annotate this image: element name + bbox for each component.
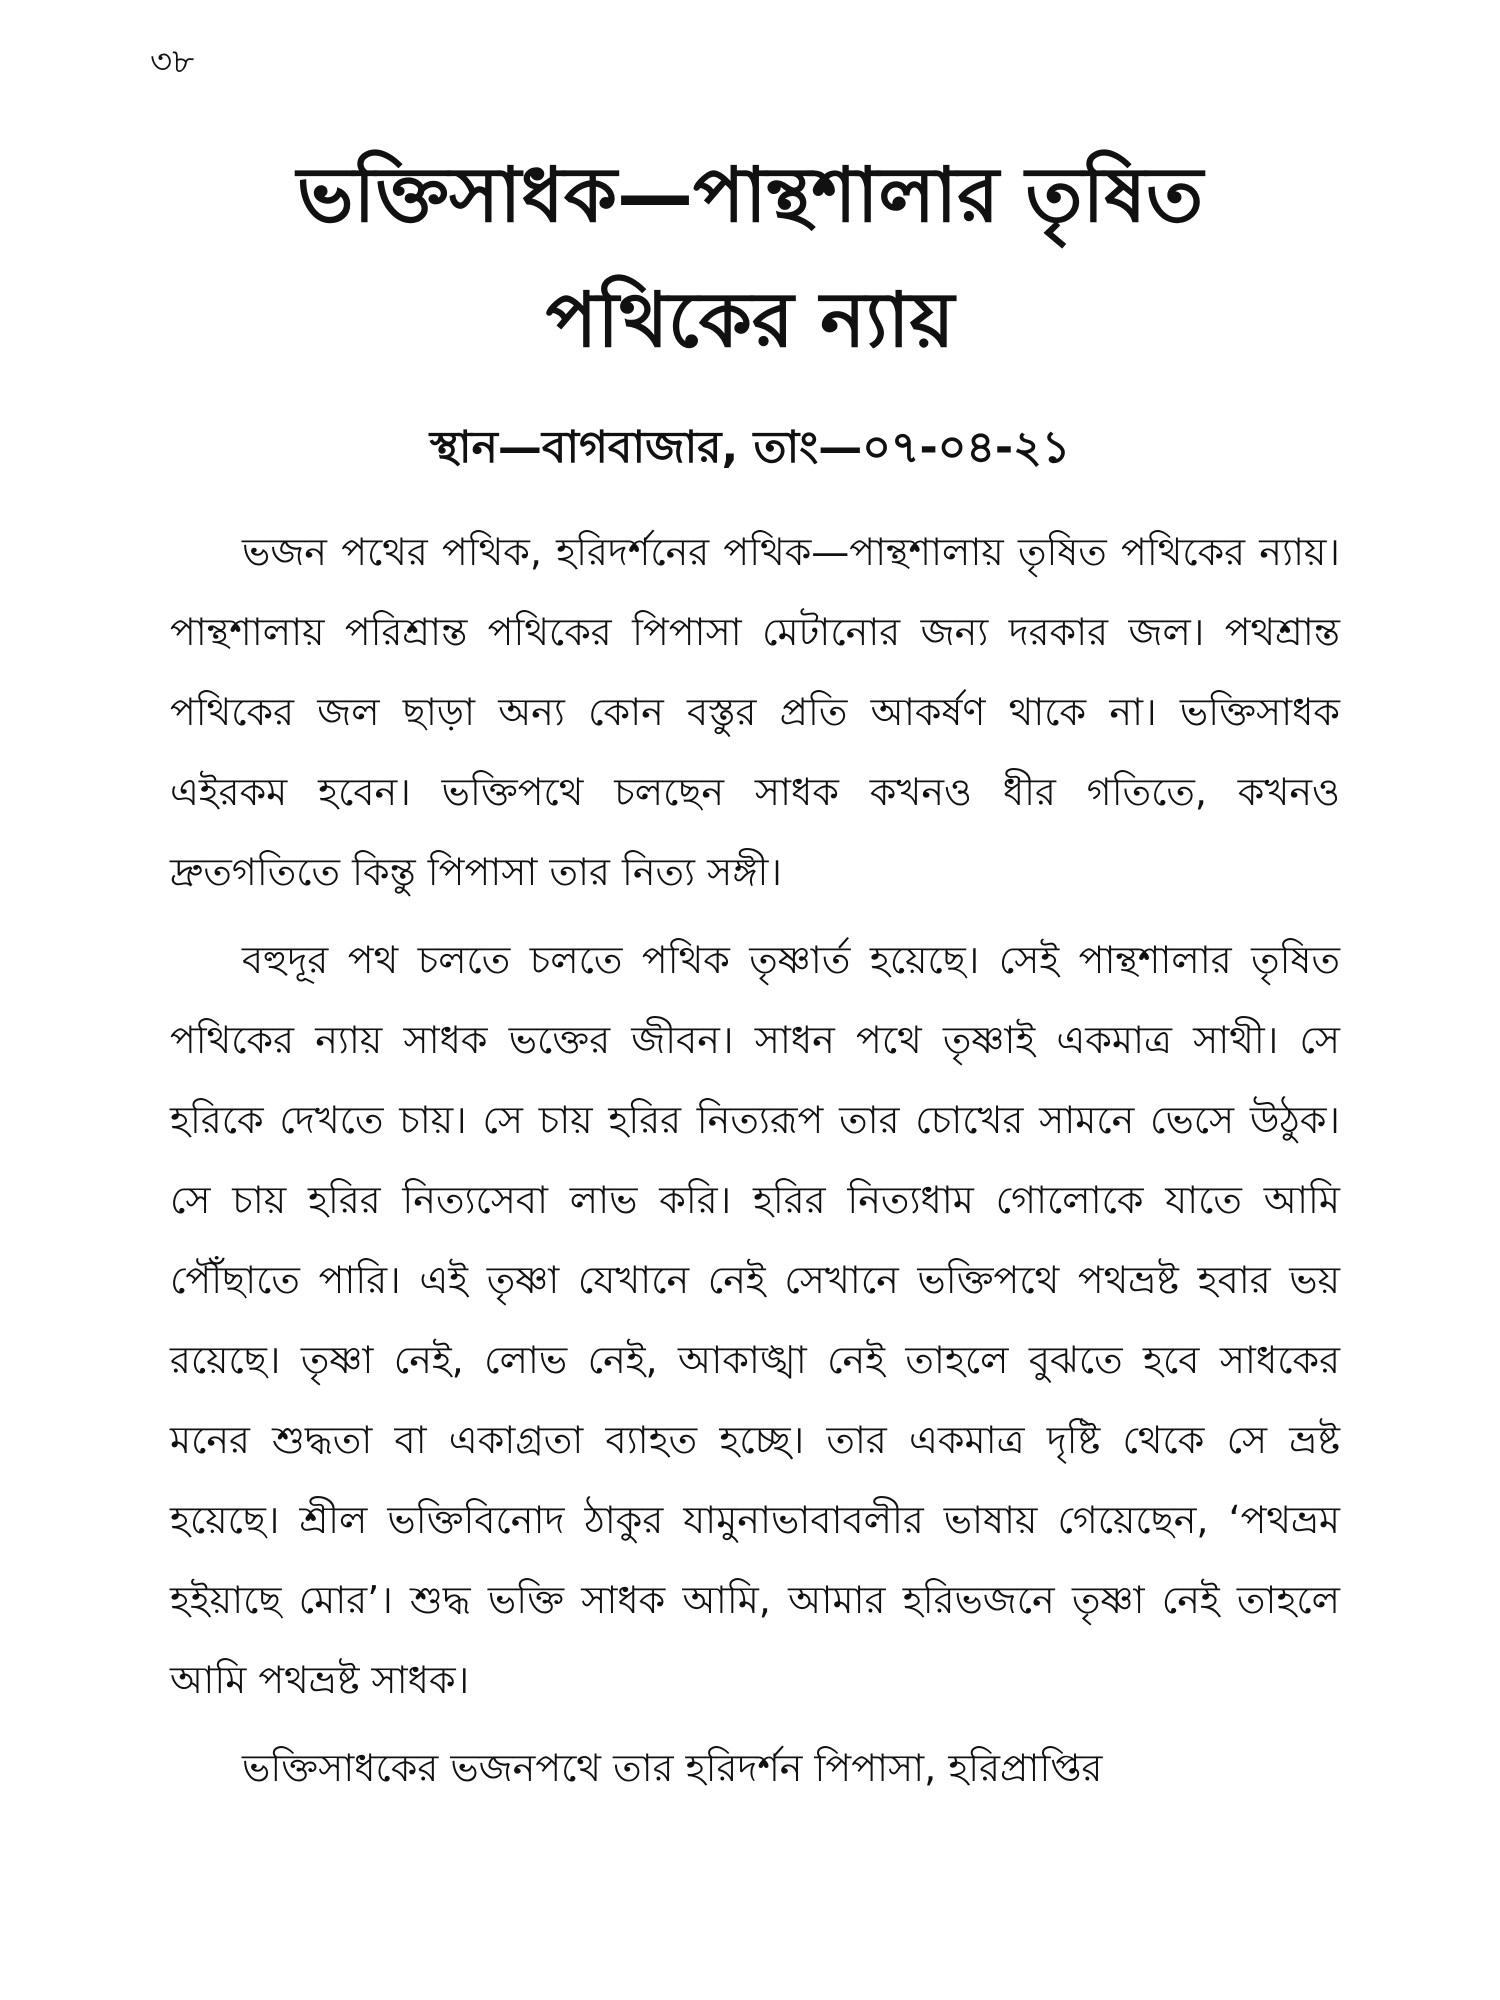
body-text bbox=[170, 512, 1340, 1808]
chapter-title-line-1: ভক্তিসাধক—পান্থশালার তৃষিত bbox=[296, 150, 1204, 239]
chapter-title-line-2: পথিকের ন্যায় bbox=[545, 275, 955, 364]
place-and-date: স্থান—বাগবাজার, তাং—০৭-০৪-২১ bbox=[429, 422, 1071, 473]
paragraph-2: বহুদূর পথ চলতে চলতে পথিক তৃষ্ণার্ত হয়েছে। সেই পান্থশালার তৃষিত পথিকের ন্যায় সাধক ভক্তের জীবন। সাধন পথে তৃষ্ণাই একমাত্র সাথী। সে হরিকে দেখতে চায়। সে চায় হরির নিত্যরূপ তার চোখের সামনে ভেসে উঠুক। সে চায় হরির নিত্যসেবা লাভ করি। হরির নিত্যধাম গোলোকে যাতে আমি পৌঁছাতে পারি। এই তৃষ্ণা যেখানে নেই সেখানে ভক্তিপথে পথভ্রষ্ট হবার ভয় রয়েছে। তৃষ্ণা নেই, লোভ নেই, আকাঙ্খা নেই তাহলে বুঝতে হবে সাধকের মনের শুদ্ধতা বা একাগ্রতা ব্যাহত হচ্ছে। তার একমাত্র দৃষ্টি থেকে সে ভ্রষ্ট হয়েছে। শ্রীল ভক্তিবিনোদ ঠাকুর যামুনাভাবাবলীর ভাষায় গেয়েছেন, ‘পথভ্রম হইয়াছে মোর’। শুদ্ধ ভক্তি সাধক আমি, আমার হরিভজনে তৃষ্ণা নেই তাহলে আমি পথভ্রষ্ট সাধক। bbox=[170, 938, 1340, 1702]
paragraph-3: ভক্তিসাধকের ভজনপথে তার হরিদর্শন পিপাসা, হরিপ্রাপ্তির bbox=[242, 1746, 1103, 1790]
page-number: ৩৮ bbox=[150, 42, 195, 82]
paragraph-1: ভজন পথের পথিক, হরিদর্শনের পথিক—পান্থশালায় তৃষিত পথিকের ন্যায়। পান্থশালায় পরিশ্রান্ত পথিকের পিপাসা মেটানোর জন্য দরকার জল। পথশ্রান্ত পথিকের জল ছাড়া অন্য কোন বস্তুর প্রতি আকর্ষণ থাকে না। ভক্তিসাধক এইরকম হবেন। ভক্তিপথে চলছেন সাধক কখনও ধীর গতিতে, কখনও দ্রুতগতিতে কিন্তু পিপাসা তার নিত্য সঙ্গী। bbox=[170, 530, 1340, 894]
